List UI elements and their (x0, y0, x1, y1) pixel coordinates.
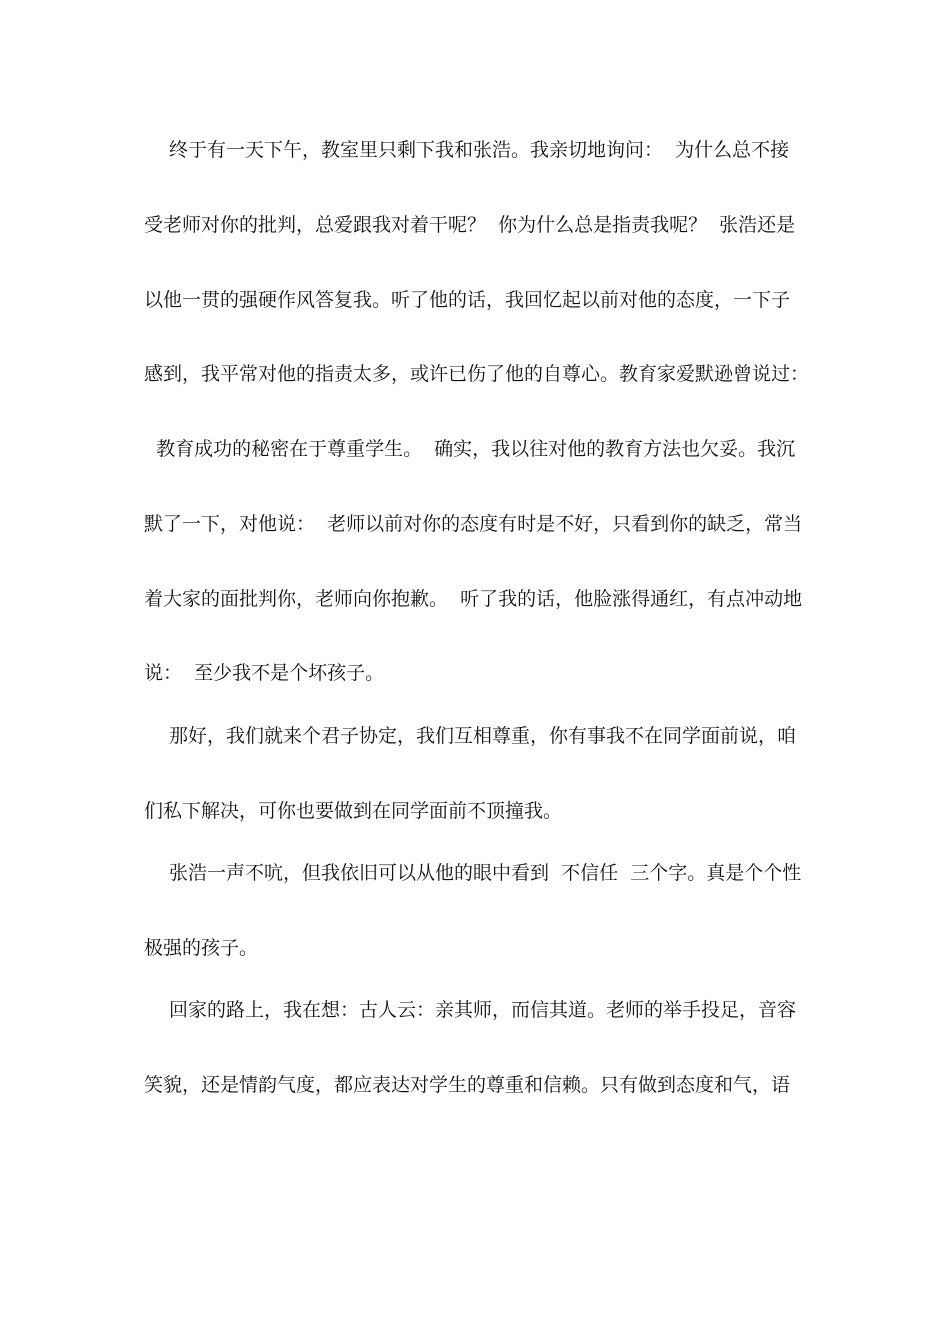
text-line: 受老师对你的批判，总爱跟我对着干呢？ 你为什么总是指责我呢？ 张浩还是 (144, 214, 796, 236)
text-line: 极强的孩子。 (144, 937, 259, 959)
text-line: 默了一下，对他说： 老师以前对你的态度有时是不好，只看到你的缺乏，常当 (144, 513, 803, 535)
text-line: 回家的路上，我在想：古人云：亲其师，而信其道。老师的举手投足，音容 (144, 999, 797, 1021)
text-line: 终于有一天下午，教室里只剩下我和张浩。我亲切地询问： 为什么总不接 (144, 139, 790, 161)
text-line: 感到，我平常对他的指责太多，或许已伤了他的自尊心。教育家爱默逊曾说过： (144, 363, 809, 385)
text-line: 们私下解决，可你也要做到在同学面前不顶撞我。 (144, 800, 563, 822)
text-line: 说： 至少我不是个坏孩子。 (144, 662, 385, 684)
text-line: 以他一贯的强硬作风答复我。听了他的话，我回忆起以前对他的态度，一下子 (144, 289, 791, 311)
text-line: 着大家的面批判你，老师向你抱歉。 听了我的话，他脸涨得通红，有点冲动地 (144, 588, 803, 610)
text-line: 笑貌，还是情韵气度，都应表达对学生的尊重和信赖。只有做到态度和气，语 (144, 1074, 791, 1096)
text-line: 那好，我们就来个君子协定，我们互相尊重，你有事我不在同学面前说，咱 (144, 725, 797, 747)
text-line: 张浩一声不吭，但我依旧可以从他的眼中看到 不信任 三个字。真是个个性 (144, 862, 802, 884)
text-line: 教育成功的秘密在于尊重学生。 确实，我以往对他的教育方法也欠妥。我沉 (144, 438, 796, 460)
